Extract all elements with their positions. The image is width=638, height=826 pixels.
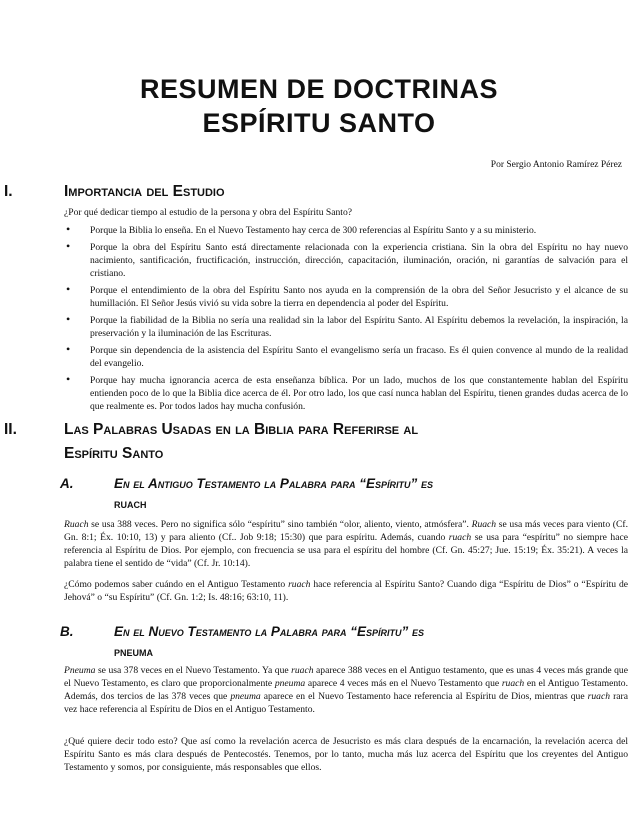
paragraph-text: aparece 4 veces más en el Nuevo Testamento que [305, 678, 502, 689]
section-1-question: ¿Por qué dedicar tiempo al estudio de la persona y obra del Espíritu Santo? [64, 207, 352, 218]
subsection-a-letter: A. [60, 476, 74, 491]
paragraph-text: se usa más veces para viento (Cf. Gn. 8:1; Éx. 10:10, 13) y para aliento (Cf.. Job 9:18; 15:30) que para espíritu. Además, cuando [64, 519, 628, 543]
subsection-b-paragraph-2: ¿Qué quiere decir todo esto? Que así como la revelación acerca de Jesucristo es más clara después de la encarnación, la revelación acerca del Espíritu Santo es más clara después de Pentecostés. Tenemos, por lo tanto, mucha más luz acerca del Espíritu que los creyentes del Antiguo Testamento y somos, por consiguiente, más responsables que ellos. [64, 736, 628, 773]
section-2-title-line1: Las Palabras Usadas en la Biblia para Referirse al [64, 421, 419, 438]
term-ruach: ruach [291, 665, 314, 676]
section-1-number: I. [4, 183, 13, 200]
subsection-a-heading [60, 474, 434, 514]
subsection-a-title-line2: ruach [114, 496, 147, 511]
paragraph-text: aparece en el Nuevo Testamento hace referencia al Espíritu de Dios, mientras que [260, 691, 588, 702]
term-ruach: Ruach [471, 519, 497, 530]
section-2-heading [4, 418, 419, 466]
term-ruach: Ruach [64, 519, 89, 530]
section-1-bullet-list [64, 224, 628, 417]
paragraph-text: ¿Cómo podemos saber cuándo en el Antiguo Testamento [64, 579, 289, 590]
paragraph-text: rara vez hace referencia al Espíritu de Dios en el Antiguo Testamento. [64, 691, 628, 715]
list-item: • Porque la Biblia lo enseña. En el Nuevo Testamento hay cerca de 300 referencias al Espíritu Santo y a su ministerio. [64, 224, 628, 237]
subsection-b-letter: B. [60, 624, 74, 639]
term-pneuma: pneuma [230, 691, 261, 702]
subsection-b-heading [60, 622, 425, 662]
term-pneuma: Pneuma [64, 665, 96, 676]
subsection-b-title-line1: En el Nuevo Testamento la Palabra para “Espíritu” es [114, 624, 425, 639]
term-ruach: ruach [501, 678, 525, 689]
section-2-number: II. [4, 421, 17, 438]
section-2-title-line2: Espíritu Santo [64, 445, 164, 462]
list-item: • Porque sin dependencia de la asistencia del Espíritu Santo el evangelismo sería un fracaso. Es él quien convence al mundo de la realidad del evangelio. [64, 344, 628, 370]
subsection-a-paragraph-1 [64, 518, 628, 570]
term-pneuma: pneuma [274, 678, 306, 689]
list-item: • Porque hay mucha ignorancia acerca de esta enseñanza bíblica. Por un lado, muchos de los que constantemente hablan del Espíritu entienden poco de lo que la Biblia dice acerca de él. Por otro lado, los que casí nunca hablan del Espíritu, tienen grandes dudas acerca de lo que realmente es. Por todos lados hay mucha confusión. [64, 374, 628, 413]
section-1-heading [4, 180, 225, 204]
paragraph-text: se usa para “espíritu” no siempre hace referencia al Espíritu de Dios. Por ejemplo, con frecuencia se usa para el espíritu del hombre (Cf. Gn. 45:27; Jue. 15:19; Éx. 35:21). A veces la palabra tiene el sentido de “vida” (Cf. Jr. 10:14). [64, 532, 628, 569]
document-title-line2: ESPÍRITU SANTO [202, 108, 436, 138]
paragraph-text: en el Antiguo Testamento. Además, dos tercios de las 378 veces que [64, 678, 628, 702]
paragraph-text: se usa 378 veces en el Nuevo Testamento. Ya que [95, 665, 292, 676]
section-1-title: Importancia del Estudio [64, 183, 225, 200]
author-line: Por Sergio Antonio Ramírez Pérez [490, 160, 622, 170]
subsection-b-title-line2: pneuma [114, 644, 154, 659]
subsection-a-paragraph-2 [64, 578, 628, 604]
document-title-line1: RESUMEN DE DOCTRINAS [139, 74, 499, 104]
list-item: • Porque el entendimiento de la obra del Espíritu Santo nos ayuda en la comprensión de la obra del Señor Jesucristo y el alcance de su humillación. El Señor Jesús vivió su vida sobre la tierra en dependencia al poder del Espíritu. [64, 284, 628, 310]
term-ruach: ruach [448, 532, 472, 543]
list-item: • Porque la obra del Espíritu Santo está directamente relacionada con la experiencia cristiana. Sin la obra del Espíritu no hay nuevo nacimiento, santificación, fructificación, instrucción, dirección, capacitación, iluminación, oración, ni garantías de salvación para el cristiano. [64, 241, 628, 280]
list-item: • Porque la fiabilidad de la Biblia no sería una realidad sin la labor del Espíritu Santo. Al Espíritu debemos la revelación, la inspiración, la preservación y la iluminación de las Escrituras. [64, 314, 628, 340]
paragraph-text: aparece 388 veces en el Antiguo testamento, que es unas 4 veces más grande que el Nuevo Testamento, es claro que proporcionalmente [64, 665, 628, 689]
paragraph-text: hace referencia al Espíritu Santo? Cuando diga “Espíritu de Dios” o “Espíritu de Jehová” o “su Espíritu” (Cf. Gn. 1:2; Is. 48:16; 63:10, 11). [64, 579, 628, 603]
paragraph-text: se usa 388 veces. Pero no significa sólo “espíritu” sino también “olor, aliento, viento, atmósfera”. [88, 519, 472, 530]
term-ruach: ruach [587, 691, 611, 702]
subsection-b-paragraph-1 [64, 664, 628, 716]
term-ruach: ruach [288, 579, 311, 590]
subsection-a-title-line1: En el Antiguo Testamento la Palabra para “Espíritu” es [114, 476, 434, 491]
